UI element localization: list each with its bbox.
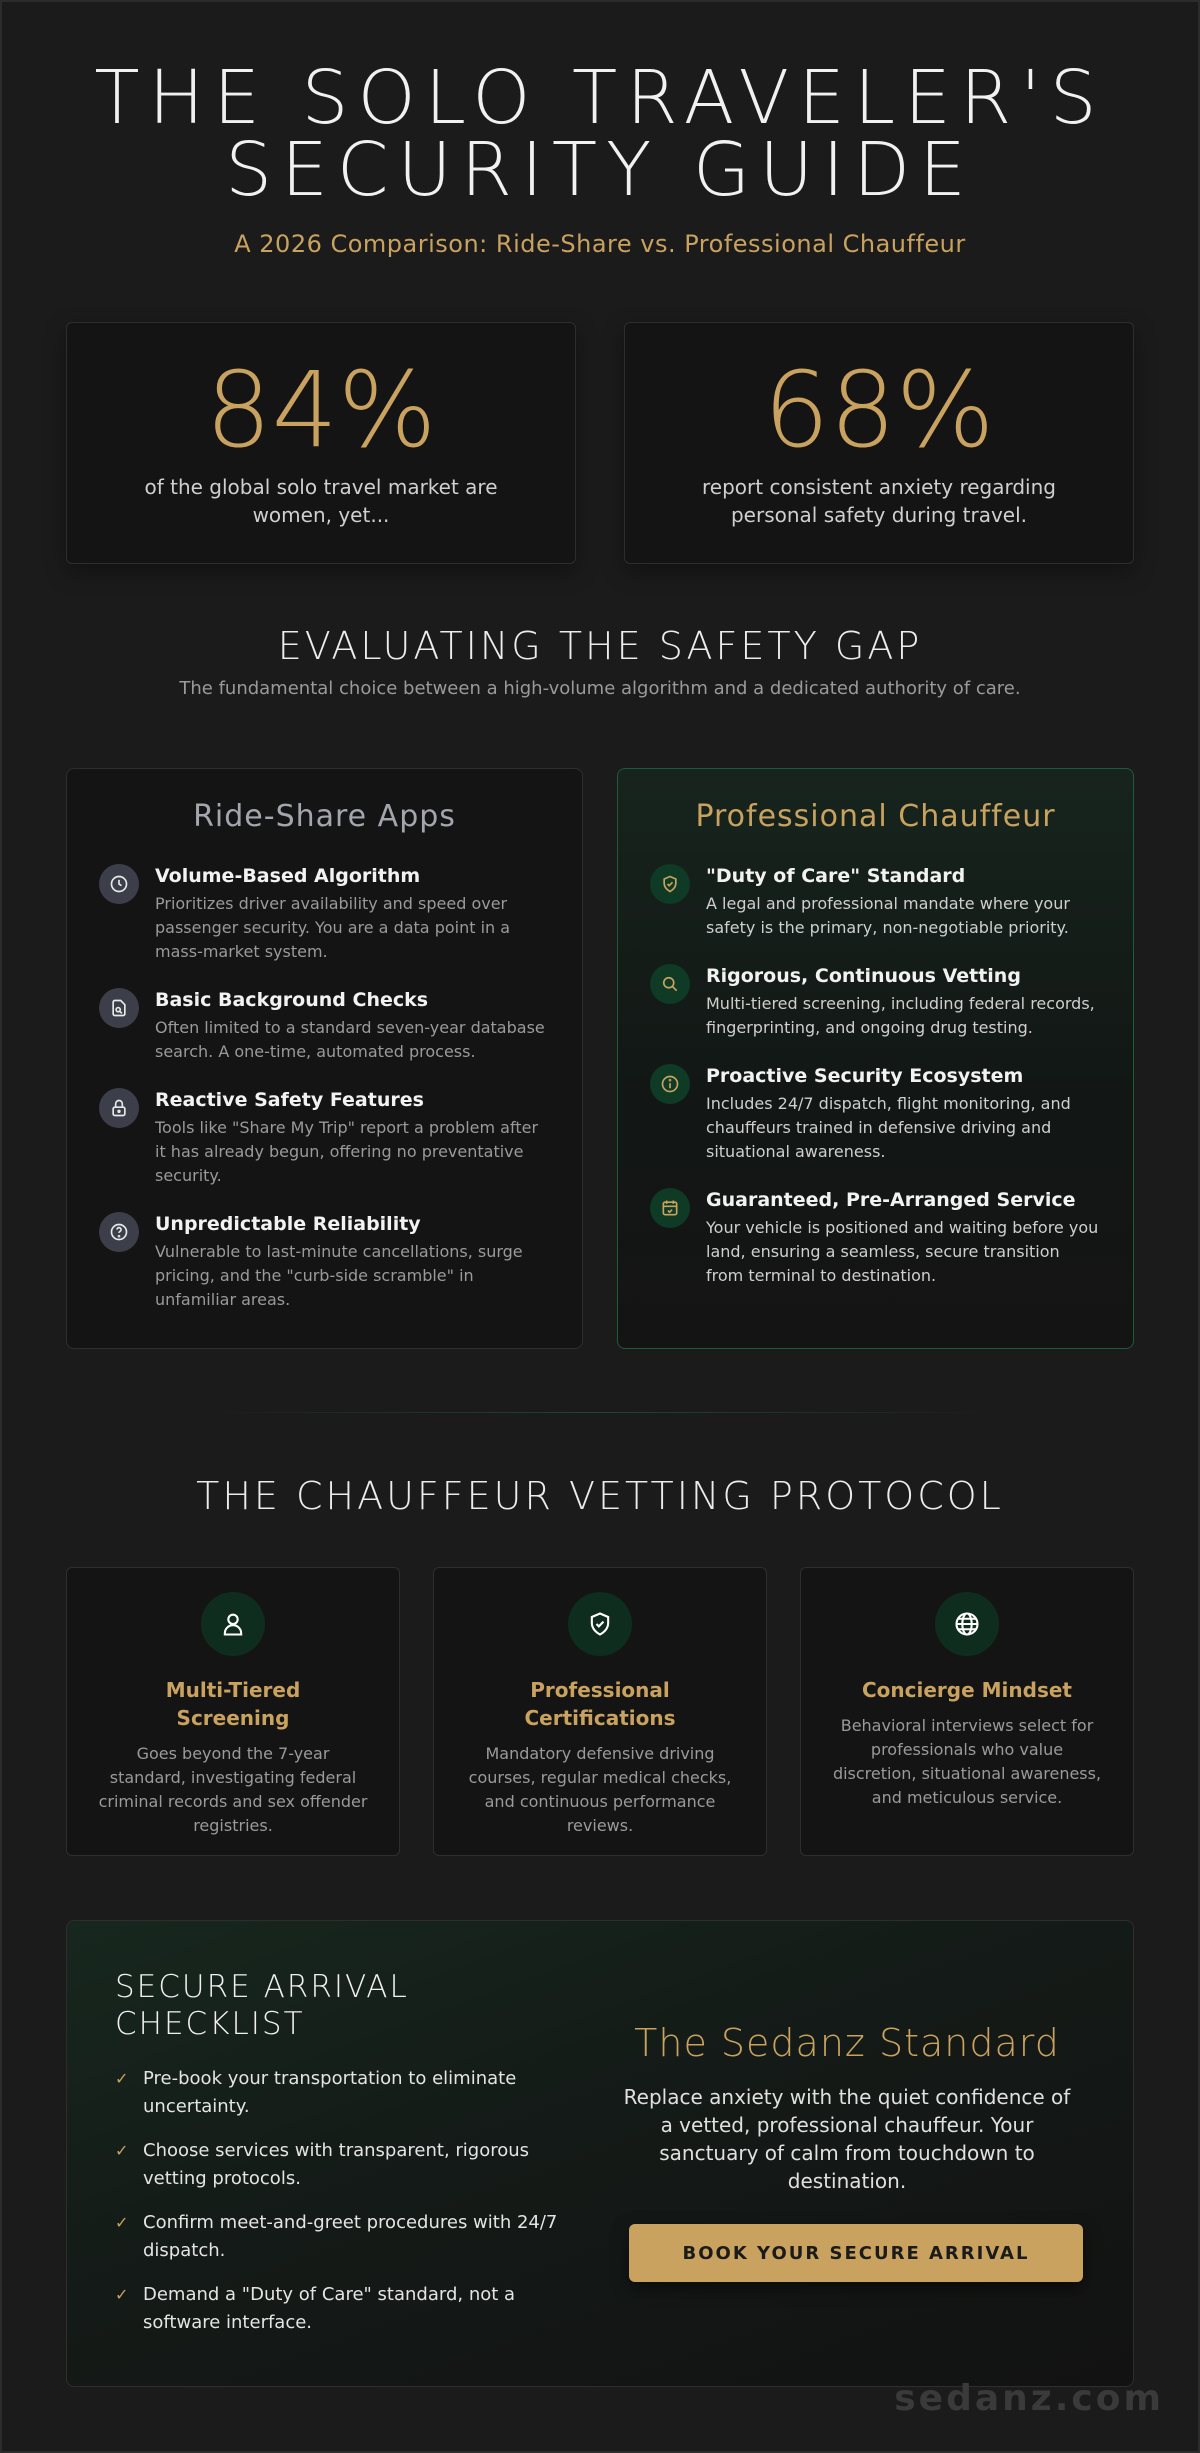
- rideshare-item: [99, 988, 550, 1064]
- checklist-item-text: Pre-book your transportation to eliminate uncertainty.: [143, 2068, 517, 2117]
- item-desc: Includes 24/7 dispatch, flight monitoring, and chauffeurs trained in defensive driving and situational awareness.: [706, 1094, 1071, 1161]
- safety-gap-title: EVALUATING THE SAFETY GAP: [277, 624, 923, 668]
- checklist-item-text: Choose services with transparent, rigorous vetting protocols.: [143, 2140, 530, 2189]
- question-circle-icon: [99, 1212, 139, 1252]
- calendar-check-icon: [650, 1188, 690, 1228]
- file-search-icon: [99, 988, 139, 1028]
- check-icon: ✓: [115, 2069, 129, 2088]
- chauffeur-card: [617, 768, 1134, 1349]
- item-title: Basic Background Checks: [155, 989, 429, 1011]
- checklist-item: [115, 2209, 595, 2265]
- vetting-card-screening: [66, 1567, 400, 1856]
- page-subtitle: A 2026 Comparison: Ride-Share vs. Professional Chauffeur: [234, 230, 966, 258]
- shield-check-icon: [568, 1592, 632, 1656]
- shield-check-icon: [650, 864, 690, 904]
- item-title: "Duty of Care" Standard: [706, 865, 966, 887]
- item-title: Unpredictable Reliability: [155, 1213, 421, 1235]
- hero: [0, 55, 1200, 258]
- stat-card-anxiety: [624, 322, 1134, 564]
- secure-arrival-panel: [66, 1920, 1134, 2387]
- item-title: Rigorous, Continuous Vetting: [706, 965, 1021, 987]
- check-icon: ✓: [115, 2141, 129, 2160]
- checklist-title: SECURE ARRIVAL CHECKLIST: [115, 1969, 409, 2042]
- checklist-item: [115, 2137, 595, 2193]
- chauffeur-item: [650, 964, 1101, 1040]
- page-title: [0, 55, 1200, 213]
- vetting-card-certifications: [433, 1567, 767, 1856]
- check-icon: ✓: [115, 2285, 129, 2304]
- stat-value: 84%: [205, 349, 437, 471]
- item-desc: Vulnerable to last-minute cancellations, surge pricing, and the "curb-side scramble" in unfamiliar areas.: [155, 1242, 523, 1309]
- stat-desc: report consistent anxiety regarding personal safety during travel.: [702, 475, 1056, 527]
- chauffeur-item: [650, 864, 1101, 940]
- vetting-card-desc: Mandatory defensive driving courses, regular medical checks, and continuous performance reviews.: [468, 1744, 732, 1835]
- rideshare-item: [99, 1088, 550, 1188]
- magnifier-icon: [650, 964, 690, 1004]
- section-divider: [200, 1412, 1000, 1413]
- lock-icon: [99, 1088, 139, 1128]
- item-title: Volume-Based Algorithm: [155, 865, 421, 887]
- vetting-card-concierge: [800, 1567, 1134, 1856]
- vetting-card-desc: Goes beyond the 7-year standard, investigating federal criminal records and sex offender registries.: [98, 1744, 368, 1835]
- chauffeur-title: Professional Chauffeur: [695, 799, 1056, 834]
- chauffeur-item: [650, 1188, 1101, 1288]
- stat-value: 68%: [763, 349, 995, 471]
- item-desc: A legal and professional mandate where your safety is the primary, non-negotiable priority.: [706, 894, 1070, 937]
- item-desc: Multi-tiered screening, including federal records, fingerprinting, and ongoing drug testing.: [706, 994, 1095, 1037]
- checklist-item: [115, 2065, 595, 2121]
- vetting-title: THE CHAUFFEUR VETTING PROTOCOL: [196, 1474, 1004, 1518]
- chauffeur-item: [650, 1064, 1101, 1164]
- item-title: Reactive Safety Features: [155, 1089, 424, 1111]
- stat-card-women: [66, 322, 576, 564]
- check-icon: ✓: [115, 2213, 129, 2232]
- vetting-card-title: Professional Certifications: [524, 1678, 676, 1730]
- info-circle-icon: [650, 1064, 690, 1104]
- vetting-card-desc: Behavioral interviews select for professionals who value discretion, situational awareness, and meticulous service.: [832, 1716, 1102, 1807]
- sedanz-standard: [607, 2021, 1087, 2195]
- standard-desc: Replace anxiety with the quiet confidence of a vetted, professional chauffeur. Your sanctuary of calm from touchdown to destination.: [623, 2085, 1071, 2193]
- title-line-1: THE SOLO TRAVELER'S: [94, 55, 1106, 141]
- rideshare-item: [99, 864, 550, 964]
- watermark: sedanz.com: [894, 2378, 1164, 2419]
- clock-icon: [99, 864, 139, 904]
- item-desc: Prioritizes driver availability and speed over passenger security. You are a data point in a mass-market system.: [155, 894, 511, 961]
- rideshare-card: [66, 768, 583, 1349]
- item-title: Guaranteed, Pre-Arranged Service: [706, 1189, 1076, 1211]
- title-line-2: SECURITY GUIDE: [225, 127, 975, 213]
- user-icon: [201, 1592, 265, 1656]
- checklist-item-text: Confirm meet-and-greet procedures with 24/7 dispatch.: [143, 2212, 558, 2261]
- rideshare-item: [99, 1212, 550, 1312]
- item-desc: Often limited to a standard seven-year database search. A one-time, automated process.: [155, 1018, 545, 1061]
- checklist-item: [115, 2281, 595, 2337]
- checklist-item-text: Demand a "Duty of Care" standard, not a software interface.: [143, 2284, 516, 2333]
- vetting-card-title: Multi-Tiered Screening: [165, 1678, 301, 1730]
- globe-icon: [935, 1592, 999, 1656]
- item-desc: Tools like "Share My Trip" report a problem after it has already begun, offering no preventative security.: [155, 1118, 539, 1185]
- vetting-card-title: Concierge Mindset: [862, 1678, 1072, 1702]
- stat-desc: of the global solo travel market are women, yet...: [144, 475, 498, 527]
- book-secure-arrival-button[interactable]: BOOK YOUR SECURE ARRIVAL: [629, 2224, 1083, 2282]
- rideshare-title: Ride-Share Apps: [193, 799, 456, 834]
- item-desc: Your vehicle is positioned and waiting before you land, ensuring a seamless, secure transition from terminal to destination.: [706, 1218, 1099, 1285]
- safety-gap-subtitle: The fundamental choice between a high-volume algorithm and a dedicated authority of care.: [179, 678, 1021, 699]
- standard-title: The Sedanz Standard: [634, 2021, 1060, 2065]
- item-title: Proactive Security Ecosystem: [706, 1065, 1024, 1087]
